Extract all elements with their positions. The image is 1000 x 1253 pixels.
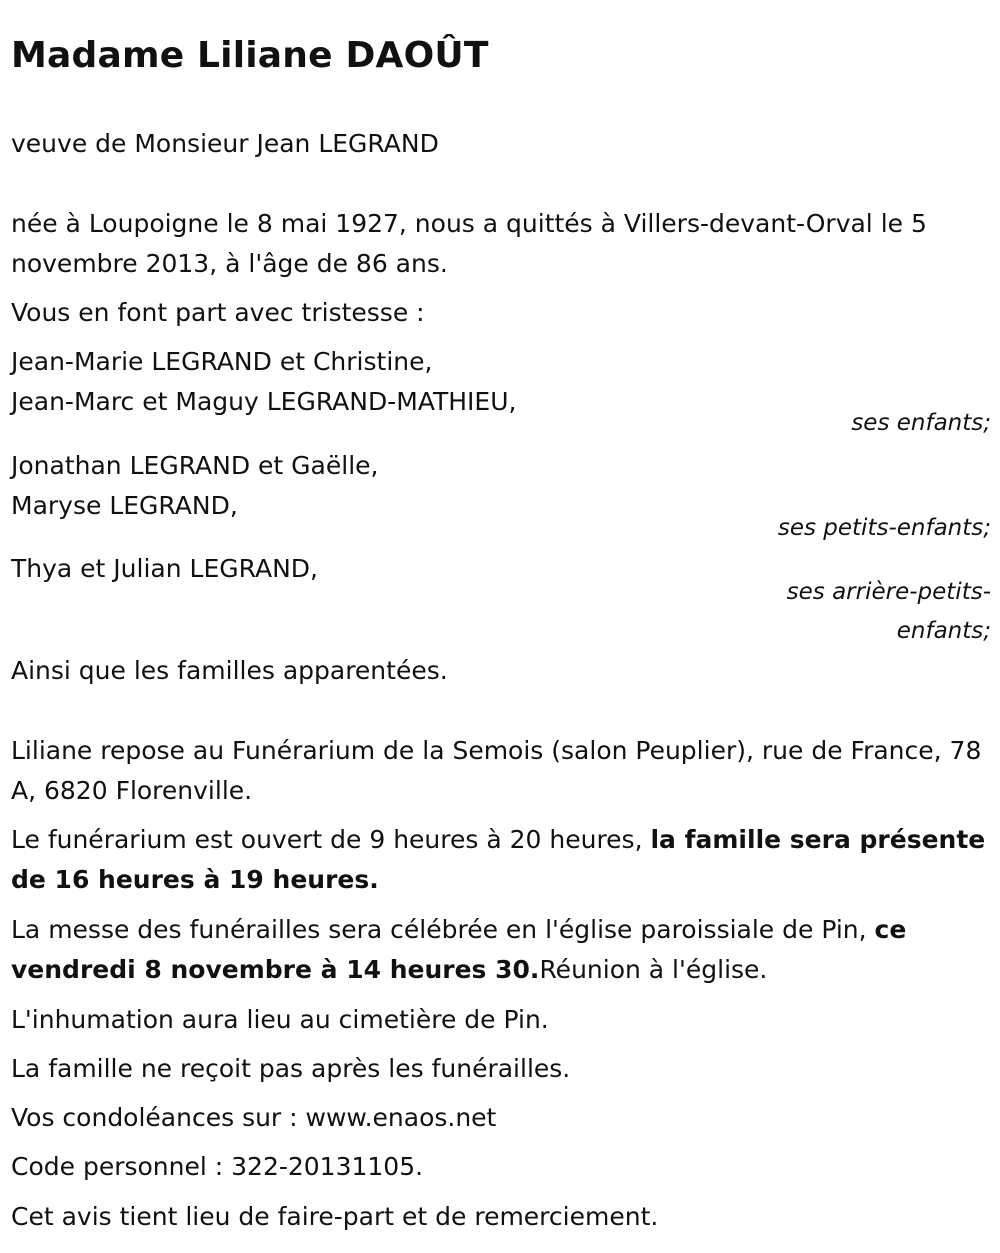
- no-reception-line: La famille ne reçoit pas après les funérailles.: [11, 1054, 571, 1083]
- child-name: Jean-Marc et Maguy LEGRAND-MATHIEU,: [11, 387, 517, 416]
- children-group: [11, 342, 991, 443]
- great-grandchild-name: Thya et Julian LEGRAND,: [11, 554, 318, 583]
- mass-bold: ce vendredi 8 novembre à 14 heures 30.: [11, 915, 907, 984]
- mass-after: Réunion à l'église.: [539, 955, 768, 984]
- great-grandchildren-role-line2: enfants;: [896, 618, 991, 644]
- families-line: Ainsi que les familles apparentées.: [11, 656, 448, 685]
- grandchild-name: Maryse LEGRAND,: [11, 491, 238, 520]
- notice-line: Cet avis tient lieu de faire-part et de remerciement.: [11, 1202, 659, 1231]
- burial-line: L'inhumation aura lieu au cimetière de Pin.: [11, 1005, 549, 1034]
- hours-bold: la famille sera présente de 16 heures à 19 heures.: [11, 825, 986, 894]
- children-role: ses enfants;: [851, 410, 991, 436]
- hours-text: [11, 820, 991, 900]
- mass-text: [11, 910, 991, 990]
- grandchild-name: Jonathan LEGRAND et Gaëlle,: [11, 451, 379, 480]
- rest-text: Liliane repose au Funérarium de la Semois (salon Peuplier), rue de France, 78 A, 6820 Florenville.: [11, 736, 982, 805]
- grandchildren-role: ses petits-enfants;: [777, 515, 991, 541]
- code-line: Code personnel : 322-20131105.: [11, 1152, 424, 1181]
- hours-plain: Le funérarium est ouvert de 9 heures à 20 heures,: [11, 825, 651, 854]
- child-name: Jean-Marie LEGRAND et Christine,: [11, 347, 433, 376]
- announce-line: Vous en font part avec tristesse :: [11, 298, 425, 327]
- condolences-line: Vos condoléances sur : www.enaos.net: [11, 1103, 497, 1132]
- widow-line: veuve de Monsieur Jean LEGRAND: [11, 129, 439, 158]
- great-grandchildren-role-line1: ses arrière-petits-: [786, 579, 991, 605]
- birth-death-text: née à Loupoigne le 8 mai 1927, nous a quittés à Villers-devant-Orval le 5 novembre 2013, à l'âge de 86 ans.: [11, 209, 927, 278]
- great-grandchildren-group: [11, 549, 991, 651]
- page-title: Madame Liliane DAOÛT: [11, 35, 489, 76]
- grandchildren-group: [11, 446, 991, 548]
- mass-plain: La messe des funérailles sera célébrée en l'église paroissiale de Pin,: [11, 915, 875, 944]
